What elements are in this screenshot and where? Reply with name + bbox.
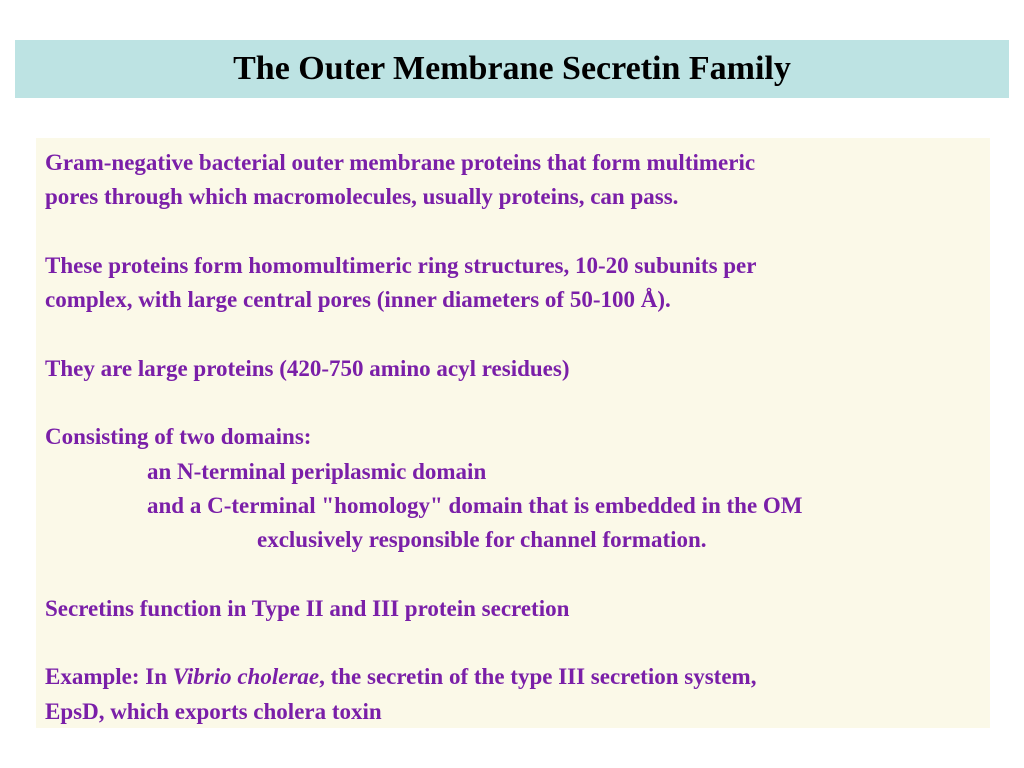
spacer: [45, 215, 980, 249]
paragraph-4-line-2: an N-terminal periplasmic domain: [147, 458, 487, 484]
paragraph-1-line-1: Gram-negative bacterial outer membrane proteins that form multimeric: [45, 150, 756, 175]
paragraph-1-line-2: pores through which macromolecules, usually proteins, can pass.: [45, 184, 679, 210]
title-bar: [15, 40, 1009, 98]
spacer: [45, 317, 980, 351]
paragraph-3-line-1: They are large proteins (420-750 amino acyl residues): [45, 355, 570, 381]
paragraph-4-line-3: and a C-terminal "homology" domain that is embedded in the OM: [147, 492, 803, 518]
paragraph-4-line-1: Consisting of two domains:: [45, 424, 312, 450]
paragraph-6-line-2: EpsD, which exports cholera toxin: [45, 698, 382, 724]
spacer: [45, 386, 980, 420]
paragraph-6-line-1: [45, 660, 980, 694]
example-suffix: , the secretin of the type III secretion system,: [319, 664, 757, 690]
paragraph-2-line-2: complex, with large central pores (inner diameters of 50-100 Å).: [45, 287, 671, 313]
spacer: [45, 558, 980, 592]
paragraph-2-line-1: These proteins form homomultimeric ring structures, 10-20 subunits per: [45, 252, 757, 278]
paragraph-5-line-1: Secretins function in Type II and III protein secretion: [45, 595, 570, 621]
species-name: Vibrio cholerae: [172, 664, 320, 690]
body-text: [45, 146, 980, 729]
slide-title: The Outer Membrane Secretin Family: [233, 50, 791, 87]
spacer: [45, 626, 980, 660]
example-prefix: Example: In: [45, 664, 173, 690]
paragraph-4-line-4: exclusively responsible for channel formation.: [257, 527, 707, 553]
